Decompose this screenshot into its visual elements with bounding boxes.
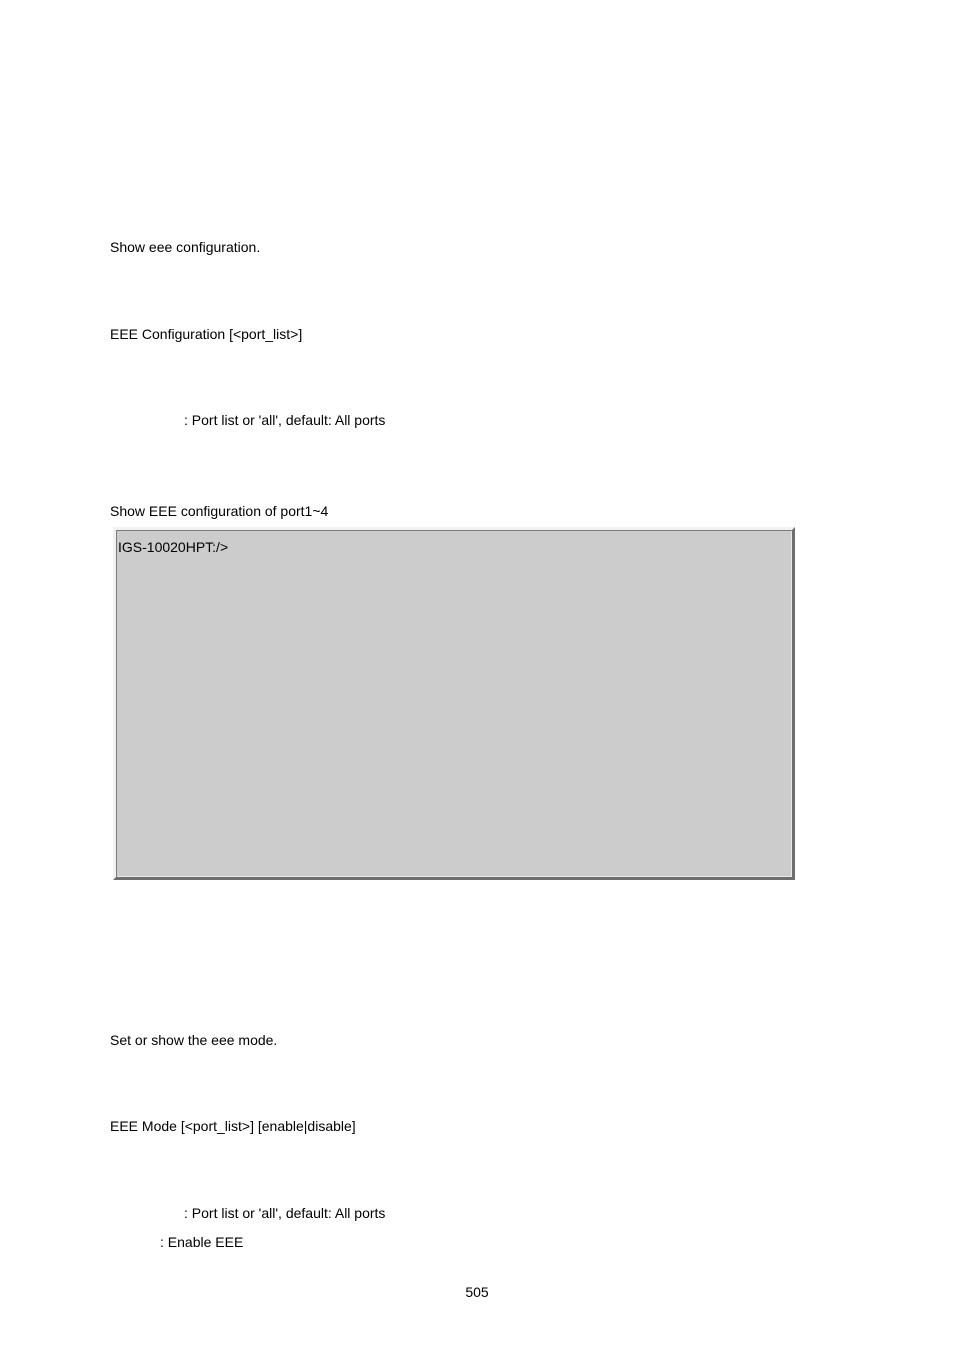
console-text: IGS-10020HPT:/>	[118, 539, 229, 555]
eee-mode-param-enable: : Enable EEE	[160, 1234, 244, 1250]
page-number: 505	[465, 1284, 489, 1300]
eee-config-description: Show eee configuration.	[110, 239, 261, 255]
eee-config-param-port-list: : Port list or 'all', default: All ports	[184, 412, 386, 428]
eee-mode-description: Set or show the eee mode.	[110, 1032, 278, 1048]
eee-config-syntax: EEE Configuration [<port_list>]	[110, 326, 303, 342]
console-window	[113, 527, 795, 880]
eee-mode-syntax: EEE Mode [<port_list>] [enable|disable]	[110, 1118, 356, 1134]
eee-mode-param-port-list: : Port list or 'all', default: All ports	[184, 1205, 386, 1221]
eee-config-example-caption: Show EEE configuration of port1~4	[110, 503, 329, 519]
